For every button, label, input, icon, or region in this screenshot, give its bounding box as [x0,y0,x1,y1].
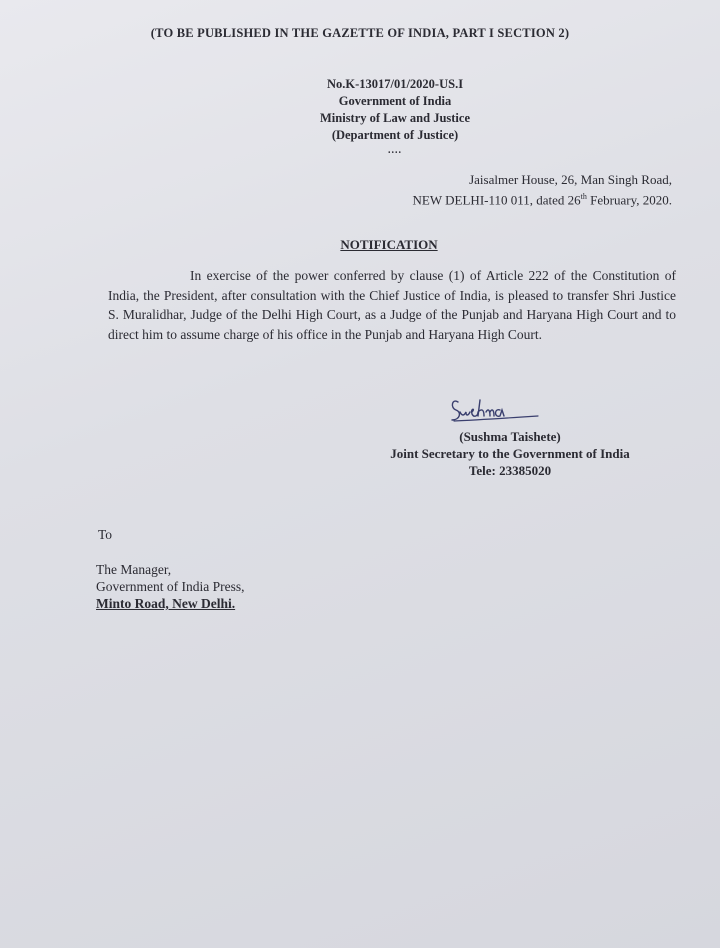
address-line-2 [413,188,672,208]
address-line-1: Jaisalmer House, 26, Man Singh Road, [469,172,672,187]
notification-title: NOTIFICATION [340,237,438,252]
to-label: To [98,527,113,542]
date-ordinal-suffix: th [580,192,587,201]
government-line: Government of India [338,94,452,108]
separator-dots: .... [388,145,402,156]
recipient-block [96,561,244,612]
recipient-line-3: Minto Road, New Delhi. [96,596,236,611]
signatory-designation: Joint Secretary to the Government of India [390,446,630,461]
recipient-line-1: The Manager, [96,562,172,577]
signatory-name: (Sushma Taishete) [459,429,561,444]
department-line: (Department of Justice) [331,128,459,142]
notification-body [108,266,676,344]
recipient-line-2: Government of India Press, [96,579,245,594]
handwritten-signature [448,394,540,428]
address-date-suffix: February, 2020. [586,192,672,208]
address-date-prefix: NEW DELHI-110 011, dated 26 [412,192,581,208]
signatory-telephone: Tele: 23385020 [468,463,552,478]
reference-block [0,76,720,159]
signatory-block [300,428,720,479]
reference-number: No.K-13017/01/2020-US.I [326,77,464,91]
ministry-line: Ministry of Law and Justice [320,111,470,125]
notification-body-text: In exercise of the power conferred by clause (1) of Article 222 of the Constitution of India, the President, after consultation with the Chief Justice of India, is pleased to transfer Shri Justice S. Muralidhar, Judge of the Delhi High Court, as a Judge of the Punjab and Haryana High Court and to direct him to assume charge of his office in the Punjab and Haryana High Court. [108,268,676,342]
gazette-header: (TO BE PUBLISHED IN THE GAZETTE OF INDIA, PART I SECTION 2) [150,26,570,40]
address-block [413,171,672,208]
